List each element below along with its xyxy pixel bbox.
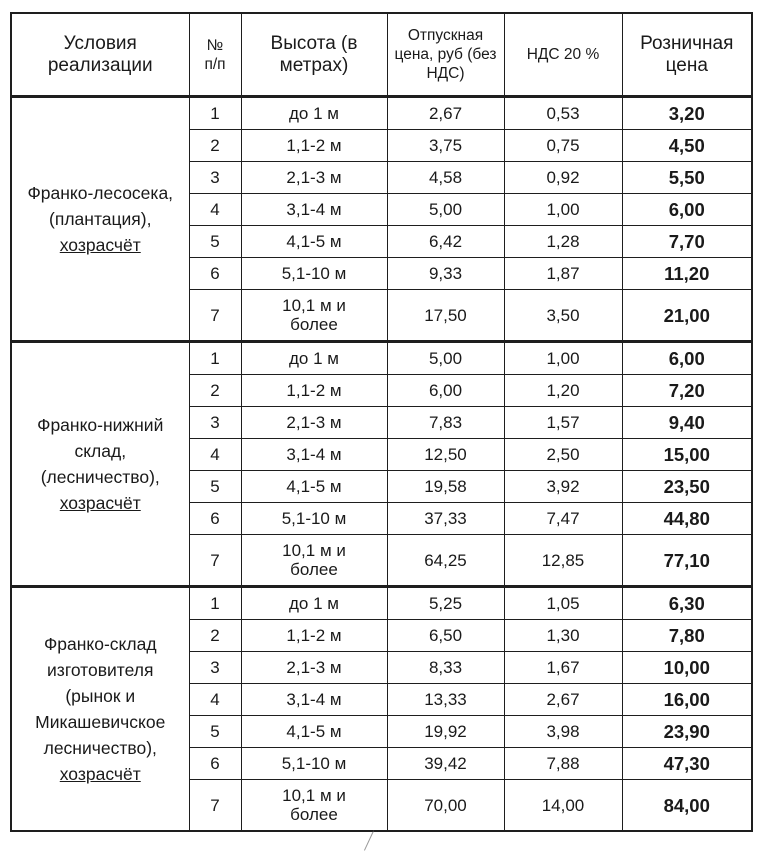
vat-cell: 0,53 [504,97,622,130]
price-cell: 6,00 [387,375,504,407]
retail-cell: 47,30 [622,748,752,780]
condition-line: склад, [74,441,127,461]
number-cell: 7 [189,535,241,587]
retail-cell: 21,00 [622,290,752,342]
height-cell: 4,1-5 м [241,226,387,258]
price-cell: 64,25 [387,535,504,587]
vat-cell: 7,88 [504,748,622,780]
header-conditions: Условия реализации [11,13,189,97]
condition-line: (рынок и [65,686,136,706]
table-row [11,587,752,620]
price-cell: 12,50 [387,439,504,471]
height-cell: 10,1 м и более [241,290,387,342]
price-cell: 6,50 [387,620,504,652]
price-cell: 19,58 [387,471,504,503]
condition-line: Франко-нижний [37,415,164,435]
height-cell: 2,1-3 м [241,652,387,684]
number-cell: 3 [189,652,241,684]
condition-line: лесничество), [43,738,157,758]
retail-cell: 10,00 [622,652,752,684]
vat-cell: 1,05 [504,587,622,620]
price-cell: 70,00 [387,780,504,832]
price-cell: 7,83 [387,407,504,439]
vat-cell: 2,67 [504,684,622,716]
vat-cell: 1,30 [504,620,622,652]
number-cell: 5 [189,716,241,748]
retail-cell: 7,80 [622,620,752,652]
header-number: № п/п [189,13,241,97]
condition-line: (плантация), [49,209,152,229]
vat-cell: 12,85 [504,535,622,587]
condition-underlined: хозрасчёт [59,764,141,784]
vat-cell: 7,47 [504,503,622,535]
height-cell: 5,1-10 м [241,503,387,535]
retail-cell: 7,20 [622,375,752,407]
number-cell: 6 [189,748,241,780]
price-cell: 9,33 [387,258,504,290]
price-cell: 5,00 [387,194,504,226]
number-cell: 6 [189,258,241,290]
condition-line: Франко-склад [43,634,157,654]
vat-cell: 1,00 [504,342,622,375]
number-cell: 4 [189,439,241,471]
header-wholesale: Отпускная цена, руб (без НДС) [387,13,504,97]
header-height: Высота (в метрах) [241,13,387,97]
price-cell: 13,33 [387,684,504,716]
retail-cell: 11,20 [622,258,752,290]
vat-cell: 2,50 [504,439,622,471]
condition-cell [11,587,189,832]
price-cell: 37,33 [387,503,504,535]
header-vat: НДС 20 % [504,13,622,97]
vat-cell: 0,75 [504,130,622,162]
pen-mark [364,830,385,855]
height-cell: 1,1-2 м [241,375,387,407]
condition-line: (лесничество), [40,467,160,487]
price-cell: 8,33 [387,652,504,684]
vat-cell: 1,67 [504,652,622,684]
height-cell: 4,1-5 м [241,471,387,503]
retail-cell: 23,90 [622,716,752,748]
price-cell: 39,42 [387,748,504,780]
number-cell: 7 [189,290,241,342]
price-cell: 2,67 [387,97,504,130]
condition-line: Микашевичское [35,712,166,732]
retail-cell: 84,00 [622,780,752,832]
height-cell: 4,1-5 м [241,716,387,748]
vat-cell: 3,98 [504,716,622,748]
retail-cell: 4,50 [622,130,752,162]
condition-line: изготовителя [47,660,154,680]
vat-cell: 14,00 [504,780,622,832]
vat-cell: 3,92 [504,471,622,503]
price-cell: 17,50 [387,290,504,342]
price-table-sheet [10,12,753,832]
height-cell: 1,1-2 м [241,620,387,652]
number-cell: 6 [189,503,241,535]
retail-cell: 9,40 [622,407,752,439]
height-cell: 1,1-2 м [241,130,387,162]
condition-cell [11,97,189,342]
height-cell: 5,1-10 м [241,748,387,780]
vat-cell: 1,20 [504,375,622,407]
retail-cell: 16,00 [622,684,752,716]
table-row [11,342,752,375]
retail-cell: 44,80 [622,503,752,535]
retail-cell: 5,50 [622,162,752,194]
height-cell: 5,1-10 м [241,258,387,290]
vat-cell: 1,28 [504,226,622,258]
height-cell: до 1 м [241,587,387,620]
retail-cell: 77,10 [622,535,752,587]
vat-cell: 0,92 [504,162,622,194]
price-cell: 5,25 [387,587,504,620]
height-cell: 10,1 м и более [241,780,387,832]
condition-cell [11,342,189,587]
condition-underlined: хозрасчёт [59,493,141,513]
number-cell: 2 [189,620,241,652]
number-cell: 2 [189,130,241,162]
price-cell: 5,00 [387,342,504,375]
price-cell: 6,42 [387,226,504,258]
height-cell: 2,1-3 м [241,162,387,194]
price-cell: 3,75 [387,130,504,162]
height-cell: 3,1-4 м [241,439,387,471]
price-cell: 4,58 [387,162,504,194]
number-cell: 1 [189,97,241,130]
header-retail: Розничная цена [622,13,752,97]
retail-cell: 3,20 [622,97,752,130]
vat-cell: 3,50 [504,290,622,342]
condition-line: Франко-лесосека, [27,183,174,203]
retail-cell: 6,00 [622,194,752,226]
retail-cell: 7,70 [622,226,752,258]
height-cell: 2,1-3 м [241,407,387,439]
number-cell: 4 [189,684,241,716]
number-cell: 3 [189,407,241,439]
table-body [11,97,752,832]
table-row [11,97,752,130]
retail-cell: 15,00 [622,439,752,471]
height-cell: 3,1-4 м [241,684,387,716]
number-cell: 5 [189,226,241,258]
number-cell: 4 [189,194,241,226]
number-cell: 3 [189,162,241,194]
retail-cell: 6,00 [622,342,752,375]
vat-cell: 1,57 [504,407,622,439]
retail-cell: 23,50 [622,471,752,503]
number-cell: 1 [189,587,241,620]
header-row [11,13,752,97]
price-cell: 19,92 [387,716,504,748]
number-cell: 5 [189,471,241,503]
vat-cell: 1,00 [504,194,622,226]
height-cell: 3,1-4 м [241,194,387,226]
height-cell: 10,1 м и более [241,535,387,587]
vat-cell: 1,87 [504,258,622,290]
condition-underlined: хозрасчёт [59,235,141,255]
retail-cell: 6,30 [622,587,752,620]
price-table [10,12,753,832]
height-cell: до 1 м [241,97,387,130]
height-cell: до 1 м [241,342,387,375]
number-cell: 2 [189,375,241,407]
number-cell: 7 [189,780,241,832]
number-cell: 1 [189,342,241,375]
